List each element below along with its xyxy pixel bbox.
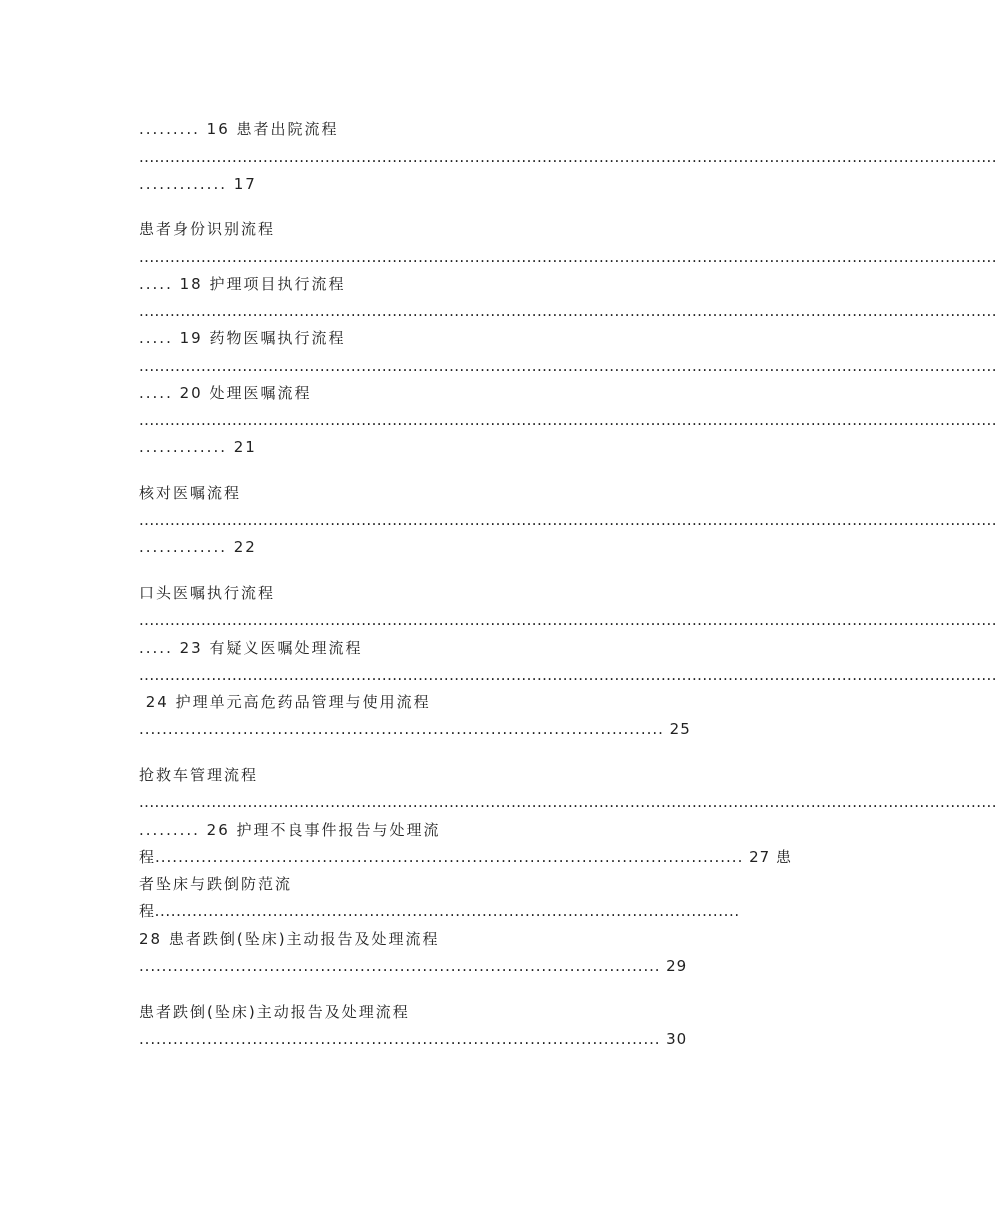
toc-line: 程...................................................................................................... 27 患 bbox=[139, 848, 792, 866]
toc-line: ..... 19 药物医嘱执行流程 bbox=[139, 329, 346, 347]
toc-line: ........................................................................................... 25 bbox=[139, 720, 691, 738]
toc-line: ............. 21 bbox=[139, 438, 257, 456]
toc-line: 口头医嘱执行流程 bbox=[139, 584, 276, 602]
toc-line: ............................................................................................ 30 bbox=[139, 1030, 688, 1048]
toc-line: ..... 18 护理项目执行流程 bbox=[139, 275, 346, 293]
toc-leader-dots: ...................................................................................................................................................................... bbox=[139, 357, 997, 375]
toc-line: 28 患者跌倒(坠床)主动报告及处理流程 bbox=[139, 930, 440, 948]
toc-line: ..... 20 处理医嘱流程 bbox=[139, 384, 312, 402]
toc-leader-dots: ...................................................................................................................................................................... bbox=[139, 248, 997, 266]
toc-line: ......... 26 护理不良事件报告与处理流 bbox=[139, 821, 441, 839]
toc-line: 抢救车管理流程 bbox=[139, 766, 259, 784]
toc-line: 程............................................................................................................. bbox=[139, 902, 740, 920]
toc-line: ......... 16 患者出院流程 bbox=[139, 120, 339, 138]
toc-leader-dots: ...................................................................................................................................................................... bbox=[139, 411, 997, 429]
toc-line: ............................................................................................ 29 bbox=[139, 957, 688, 975]
toc-line: ............. 17 bbox=[139, 175, 257, 193]
toc-leader-dots: ...................................................................................................................................................................... bbox=[139, 666, 997, 684]
toc-leader-dots: ...................................................................................................................................................................... bbox=[139, 511, 997, 529]
toc-line: 患者身份识别流程 bbox=[139, 220, 276, 238]
toc-leader-dots: ...................................................................................................................................................................... bbox=[139, 302, 997, 320]
toc-line: 核对医嘱流程 bbox=[139, 484, 242, 502]
toc-line: ............. 22 bbox=[139, 538, 257, 556]
toc-line: 患者跌倒(坠床)主动报告及处理流程 bbox=[139, 1003, 410, 1021]
toc-leader-dots: ...................................................................................................................................................................... bbox=[139, 793, 997, 811]
toc-line: 24 护理单元高危药品管理与使用流程 bbox=[139, 693, 431, 711]
toc-line: 者坠床与跌倒防范流 bbox=[139, 875, 293, 893]
toc-line: ..... 23 有疑义医嘱处理流程 bbox=[139, 639, 363, 657]
toc-leader-dots: ...................................................................................................................................................................... bbox=[139, 611, 997, 629]
toc-leader-dots: ...................................................................................................................................................................... bbox=[139, 148, 997, 166]
